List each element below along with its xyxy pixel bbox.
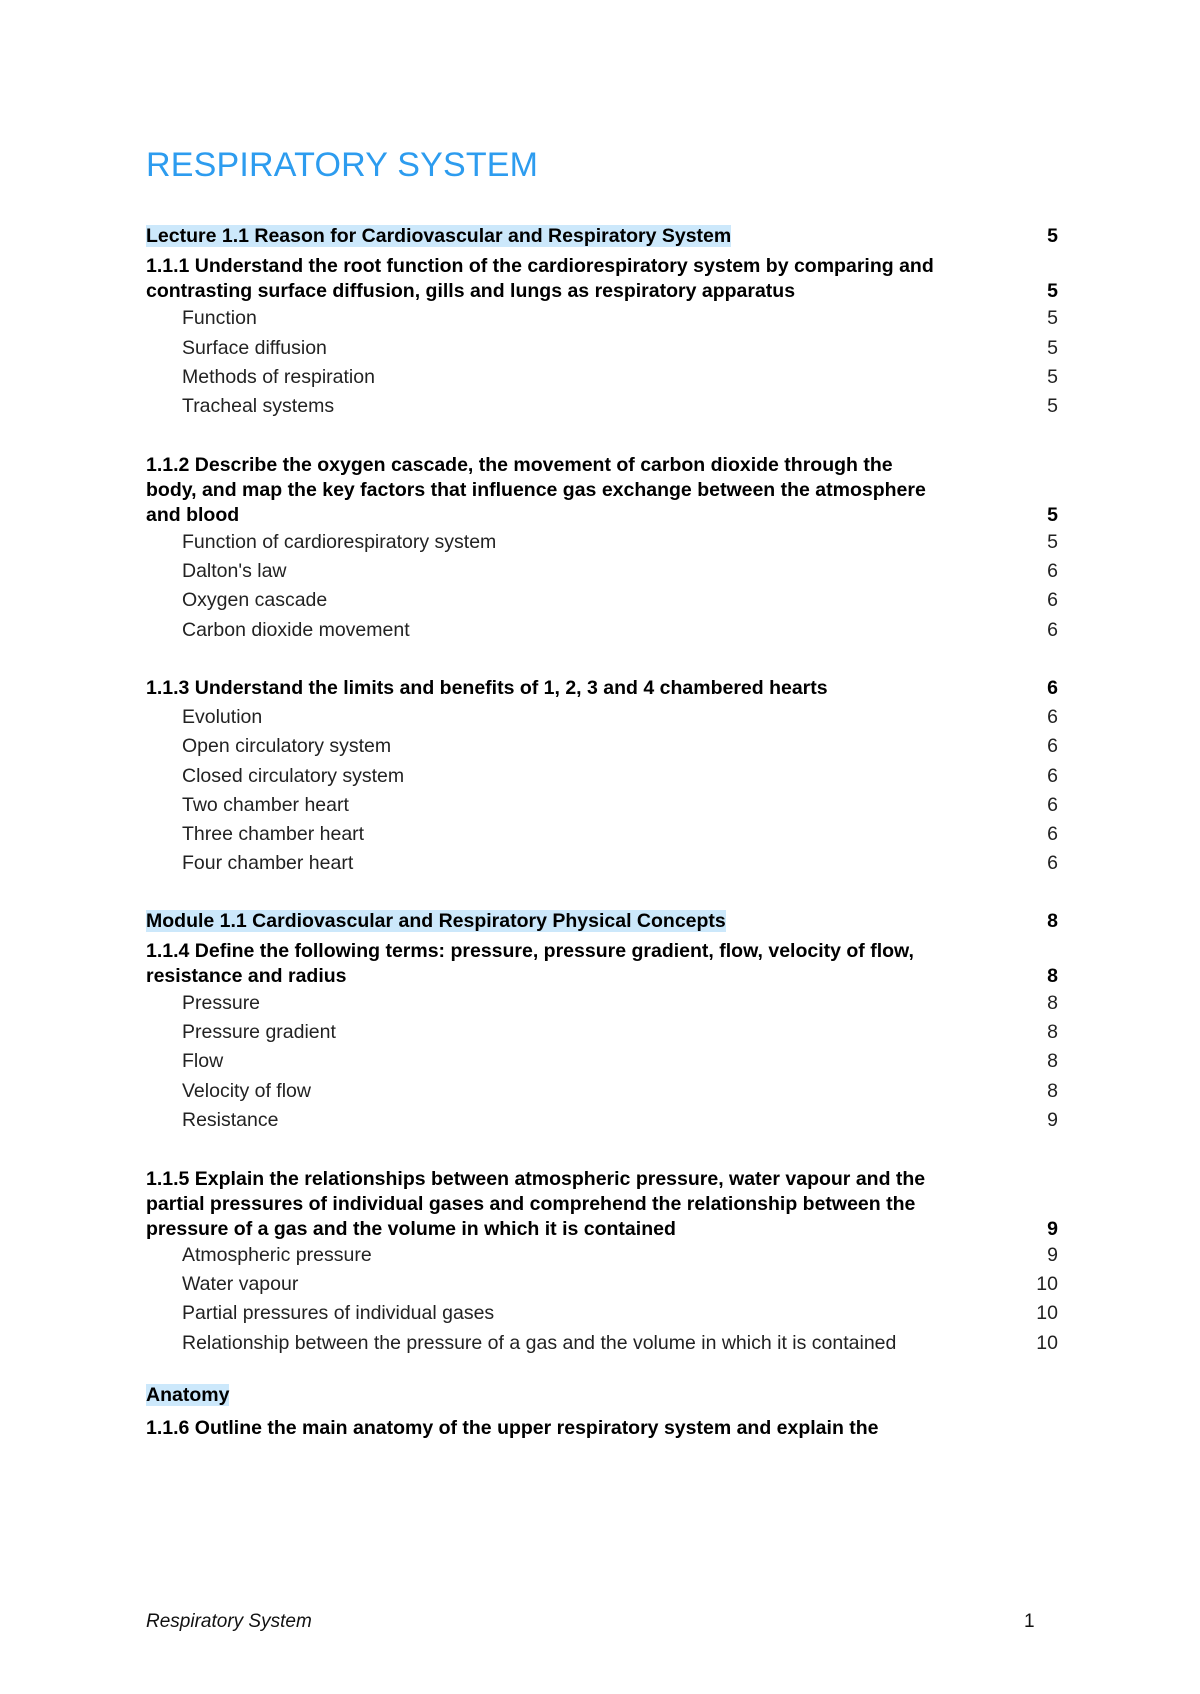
toc-entry-text — [146, 909, 1058, 934]
toc-page-number: 9 — [1047, 1218, 1058, 1240]
toc-entry-text: 1.1.3 Understand the limits and benefits of 1, 2, 3 and 4 chambered hearts — [146, 677, 828, 699]
toc-entry-text: Flow — [182, 1050, 224, 1072]
toc-subentry[interactable] — [146, 394, 1058, 419]
toc-page-number: 5 — [1047, 366, 1058, 388]
document-title: RESPIRATORY SYSTEM — [146, 146, 539, 184]
toc-page-number: 8 — [1047, 910, 1058, 932]
toc-topic[interactable] — [146, 453, 1058, 528]
toc-subentry[interactable] — [146, 1049, 1058, 1074]
toc-entry-text: and blood — [146, 504, 240, 526]
toc-subentry[interactable] — [146, 705, 1058, 730]
toc-subentry[interactable] — [146, 306, 1058, 331]
toc-page-number: 8 — [1047, 1050, 1058, 1072]
toc-entry-text: Open circulatory system — [182, 735, 392, 757]
toc-subentry[interactable] — [146, 1108, 1058, 1133]
toc-topic[interactable] — [146, 939, 1058, 989]
toc-highlight: Lecture 1.1 Reason for Cardiovascular and Respiratory System — [146, 225, 732, 247]
toc-page-number: 6 — [1047, 589, 1058, 611]
toc-subentry[interactable] — [146, 588, 1058, 613]
toc-entry-text: Methods of respiration — [182, 366, 375, 388]
toc-entry-text: body, and map the key factors that influence gas exchange between the atmosphere — [146, 479, 926, 501]
toc-subentry[interactable] — [146, 764, 1058, 789]
toc-entry-text: Water vapour — [182, 1273, 299, 1295]
toc-page-number: 5 — [1047, 280, 1058, 302]
toc-page-number: 5 — [1047, 337, 1058, 359]
toc-subentry[interactable] — [146, 1301, 1058, 1326]
toc-topic[interactable] — [146, 1416, 1058, 1441]
toc-highlight: Module 1.1 Cardiovascular and Respiratory Physical Concepts — [146, 910, 726, 932]
toc-entry-text: Function — [182, 307, 257, 329]
toc-entry-text: Evolution — [182, 706, 263, 728]
toc-page-number: 8 — [1047, 965, 1058, 987]
toc-entry-text: Pressure gradient — [182, 1021, 336, 1043]
toc-page-number: 6 — [1047, 823, 1058, 845]
toc-page-number: 5 — [1047, 531, 1058, 553]
toc-page-number: 6 — [1047, 765, 1058, 787]
toc-page-number: 10 — [1036, 1273, 1058, 1295]
toc-page-number: 10 — [1036, 1302, 1058, 1324]
toc-subentry[interactable] — [146, 1020, 1058, 1045]
toc-entry-text — [146, 224, 1058, 249]
toc-subentry[interactable] — [146, 1331, 1058, 1356]
toc-entry-text: pressure of a gas and the volume in which it is contained — [146, 1218, 676, 1240]
toc-entry-text: resistance and radius — [146, 965, 347, 987]
toc-topic[interactable] — [146, 1167, 1058, 1242]
toc-entry-text: Resistance — [182, 1109, 279, 1131]
toc-entry-text: partial pressures of individual gases and comprehend the relationship between the — [146, 1193, 916, 1215]
toc-page-number: 5 — [1047, 504, 1058, 526]
toc-entry-text: Pressure — [182, 992, 261, 1014]
toc-subentry[interactable] — [146, 336, 1058, 361]
toc-page-number: 5 — [1047, 395, 1058, 417]
toc-page-number: 6 — [1047, 706, 1058, 728]
toc-page-number: 6 — [1047, 735, 1058, 757]
toc-page-number: 6 — [1047, 794, 1058, 816]
toc-subentry[interactable] — [146, 559, 1058, 584]
toc-entry-text: Oxygen cascade — [182, 589, 328, 611]
toc-entry-text: 1.1.4 Define the following terms: pressure, pressure gradient, flow, velocity of flow, — [146, 940, 914, 962]
toc-entry-text: Two chamber heart — [182, 794, 349, 816]
toc-entry-text: Velocity of flow — [182, 1080, 311, 1102]
toc-page-number: 8 — [1047, 1080, 1058, 1102]
toc-entry-text: Surface diffusion — [182, 337, 327, 359]
footer-page-number: 1 — [1024, 1611, 1035, 1632]
toc-subentry[interactable] — [146, 822, 1058, 847]
toc-subentry[interactable] — [146, 734, 1058, 759]
toc-section[interactable] — [146, 909, 1058, 934]
toc-subentry[interactable] — [146, 530, 1058, 555]
toc-section[interactable] — [146, 1383, 1058, 1408]
toc-entry-text: Carbon dioxide movement — [182, 619, 410, 641]
footer-document-title: Respiratory System — [146, 1611, 312, 1632]
toc-subentry[interactable] — [146, 1272, 1058, 1297]
toc-entry-text: 1.1.2 Describe the oxygen cascade, the movement of carbon dioxide through the — [146, 454, 893, 476]
toc-subentry[interactable] — [146, 365, 1058, 390]
toc-subentry[interactable] — [146, 851, 1058, 876]
toc-section[interactable] — [146, 224, 1058, 249]
toc-entry-text: Four chamber heart — [182, 852, 354, 874]
toc-entry-text — [146, 1383, 1058, 1408]
toc-entry-text: Dalton's law — [182, 560, 287, 582]
toc-subentry[interactable] — [146, 1079, 1058, 1104]
toc-page-number: 5 — [1047, 225, 1058, 247]
toc-entry-text: Partial pressures of individual gases — [182, 1302, 495, 1324]
toc-entry-text: 1.1.6 Outline the main anatomy of the upper respiratory system and explain the — [146, 1417, 879, 1439]
toc-page-number: 5 — [1047, 307, 1058, 329]
toc-page-number: 10 — [1036, 1332, 1058, 1354]
toc-page-number: 6 — [1047, 560, 1058, 582]
toc-entry-text: Atmospheric pressure — [182, 1244, 372, 1266]
toc-entry-text: 1.1.5 Explain the relationships between atmospheric pressure, water vapour and the — [146, 1168, 926, 1190]
toc-subentry[interactable] — [146, 618, 1058, 643]
toc-subentry[interactable] — [146, 1243, 1058, 1268]
toc-page-number: 6 — [1047, 852, 1058, 874]
toc-page-number: 9 — [1047, 1109, 1058, 1131]
toc-entry-text: Three chamber heart — [182, 823, 365, 845]
toc-topic[interactable] — [146, 676, 1058, 701]
toc-subentry[interactable] — [146, 793, 1058, 818]
toc-page-number: 8 — [1047, 992, 1058, 1014]
toc-page-number: 6 — [1047, 677, 1058, 699]
toc-page-number: 8 — [1047, 1021, 1058, 1043]
toc-entry-text: Relationship between the pressure of a gas and the volume in which it is contained — [182, 1332, 897, 1354]
toc-entry-text: Function of cardiorespiratory system — [182, 531, 497, 553]
toc-entry-text: Tracheal systems — [182, 395, 335, 417]
toc-highlight: Anatomy — [146, 1384, 230, 1406]
toc-entry-text: Closed circulatory system — [182, 765, 405, 787]
toc-subentry[interactable] — [146, 991, 1058, 1016]
toc-entry-text: 1.1.1 Understand the root function of the cardiorespiratory system by comparing and — [146, 255, 934, 277]
toc-page-number: 6 — [1047, 619, 1058, 641]
toc-topic[interactable] — [146, 254, 1058, 304]
toc-entry-text: contrasting surface diffusion, gills and lungs as respiratory apparatus — [146, 280, 796, 302]
toc-page-number: 9 — [1047, 1244, 1058, 1266]
